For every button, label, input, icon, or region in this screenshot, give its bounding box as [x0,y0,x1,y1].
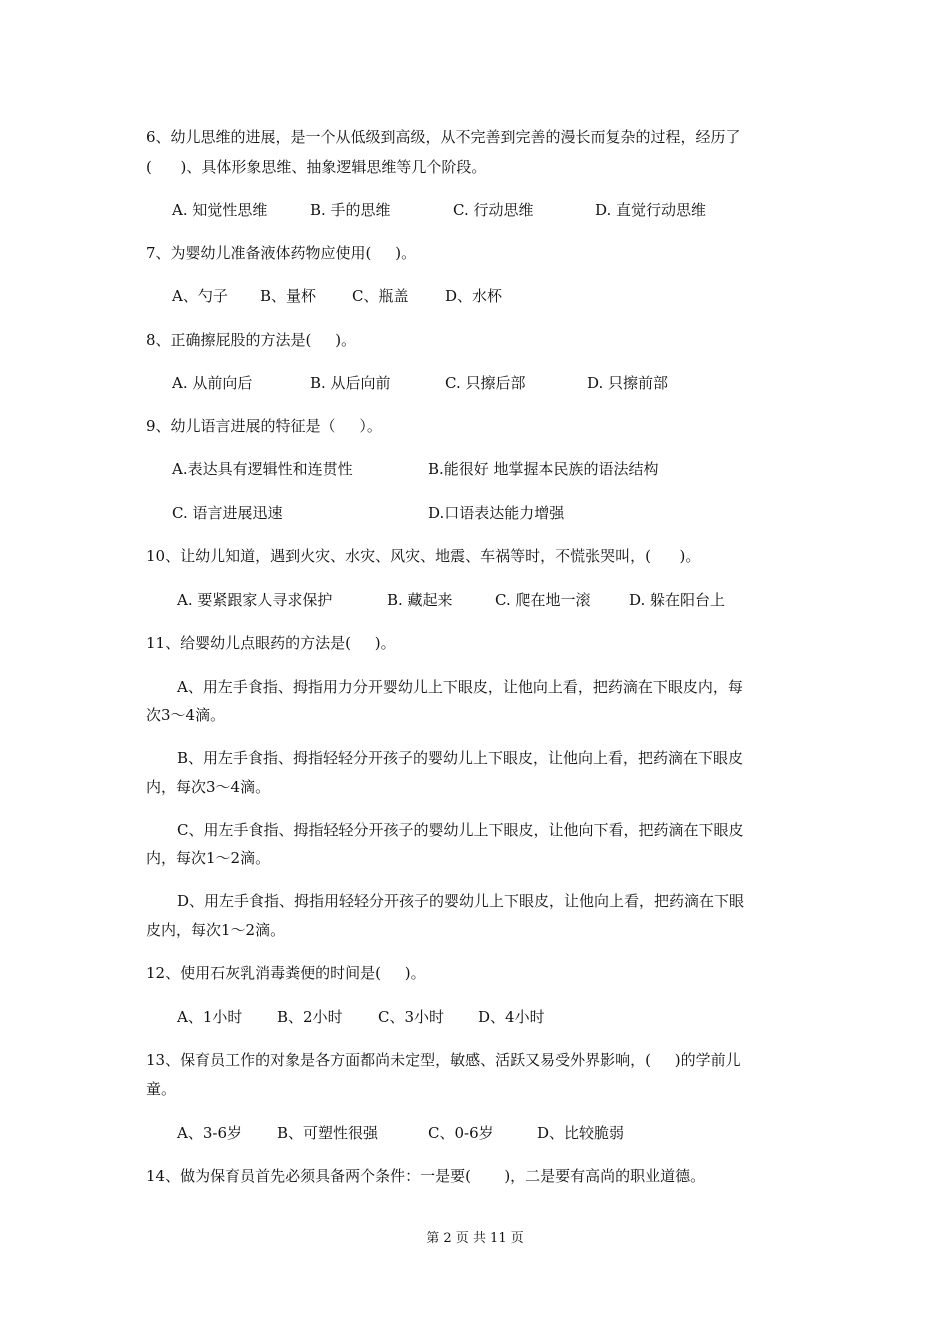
q13-option-c: C、0-6岁 [428,1124,494,1142]
q11-option-a-line-2: 次3～4滴。 [146,706,226,724]
page-number-footer: 第 2 页 共 11 页 [426,1231,524,1246]
q8-option-c: C. 只擦后部 [445,374,526,392]
question-13-line-1: 13、保育员工作的对象是各方面都尚未定型，敏感、活跃又易受外界影响，( )的学前儿 [146,1051,741,1069]
q8-option-b: B. 从后向前 [310,374,391,392]
question-8-stem: 8、正确擦屁股的方法是( )。 [146,331,357,349]
q9-option-a: A.表达具有逻辑性和连贯性 [172,460,353,478]
q13-option-d: D、比较脆弱 [537,1124,625,1142]
q8-option-a: A. 从前向后 [172,374,253,392]
q9-option-c: C. 语言进展迅速 [172,504,283,522]
q7-option-c: C、瓶盖 [352,287,409,305]
q6-option-b: B. 手的思维 [310,201,391,219]
q11-option-b-line-1: B、用左手食指、拇指轻轻分开孩子的婴幼儿上下眼皮，让他向上看，把药滴在下眼皮 [177,749,744,767]
q11-option-d-line-2: 皮内，每次1～2滴。 [146,921,286,939]
q10-option-d: D. 躲在阳台上 [629,591,726,609]
q12-option-b: B、2小时 [277,1008,343,1026]
q8-option-d: D. 只擦前部 [587,374,669,392]
q7-option-b: B、量杯 [260,287,317,305]
q7-option-d: D、水杯 [445,287,503,305]
q10-option-a: A. 要紧跟家人寻求保护 [177,591,333,609]
question-12-stem: 12、使用石灰乳消毒粪便的时间是( )。 [146,964,426,982]
q11-option-c-line-1: C、用左手食指、拇指轻轻分开孩子的婴幼儿上下眼皮，让他向下看，把药滴在下眼皮 [177,821,744,839]
question-13-line-2: 童。 [146,1080,177,1098]
q11-option-c-line-2: 内，每次1～2滴。 [146,849,271,867]
question-10-stem: 10、让幼儿知道，遇到火灾、水灾、风灾、地震、车祸等时，不慌张哭叫，( )。 [146,547,701,565]
q13-option-a: A、3-6岁 [177,1124,242,1142]
question-11-stem: 11、给婴幼儿点眼药的方法是( )。 [146,634,396,652]
q13-option-b: B、可塑性很强 [277,1124,379,1142]
q12-option-d: D、4小时 [478,1008,545,1026]
q11-option-d-line-1: D、用左手食指、拇指用轻轻分开孩子的婴幼儿上下眼皮，让他向上看，把药滴在下眼 [177,892,745,910]
q7-option-a: A、勺子 [172,287,228,305]
q12-option-a: A、1小时 [177,1008,243,1026]
q9-option-d: D.口语表达能力增强 [428,504,565,522]
q10-option-b: B. 藏起来 [387,591,453,609]
question-7-stem: 7、为婴幼儿准备液体药物应使用( )。 [146,244,417,262]
question-9-stem: 9、幼儿语言进展的特征是（ ）。 [146,417,382,435]
question-14-stem: 14、做为保育员首先必须具备两个条件：一是要( )，二是要有高尚的职业道德。 [146,1167,706,1185]
q6-option-c: C. 行动思维 [453,201,534,219]
q12-option-c: C、3小时 [378,1008,445,1026]
q11-option-b-line-2: 内，每次3～4滴。 [146,778,271,796]
question-6-line-1: 6、幼儿思维的进展，是一个从低级到高级，从不完善到完善的漫长而复杂的过程，经历了 [146,128,741,146]
q11-option-a-line-1: A、用左手食指、拇指用力分开婴幼儿上下眼皮，让他向上看，把药滴在下眼皮内，每 [177,678,743,696]
q6-option-a: A. 知觉性思维 [172,201,268,219]
q9-option-b: B.能很好 地掌握本民族的语法结构 [428,460,659,478]
question-6-line-2: ( )、具体形象思维、抽象逻辑思维等几个阶段。 [146,158,487,176]
q6-option-d: D. 直觉行动思维 [595,201,707,219]
q10-option-c: C. 爬在地一滚 [495,591,591,609]
